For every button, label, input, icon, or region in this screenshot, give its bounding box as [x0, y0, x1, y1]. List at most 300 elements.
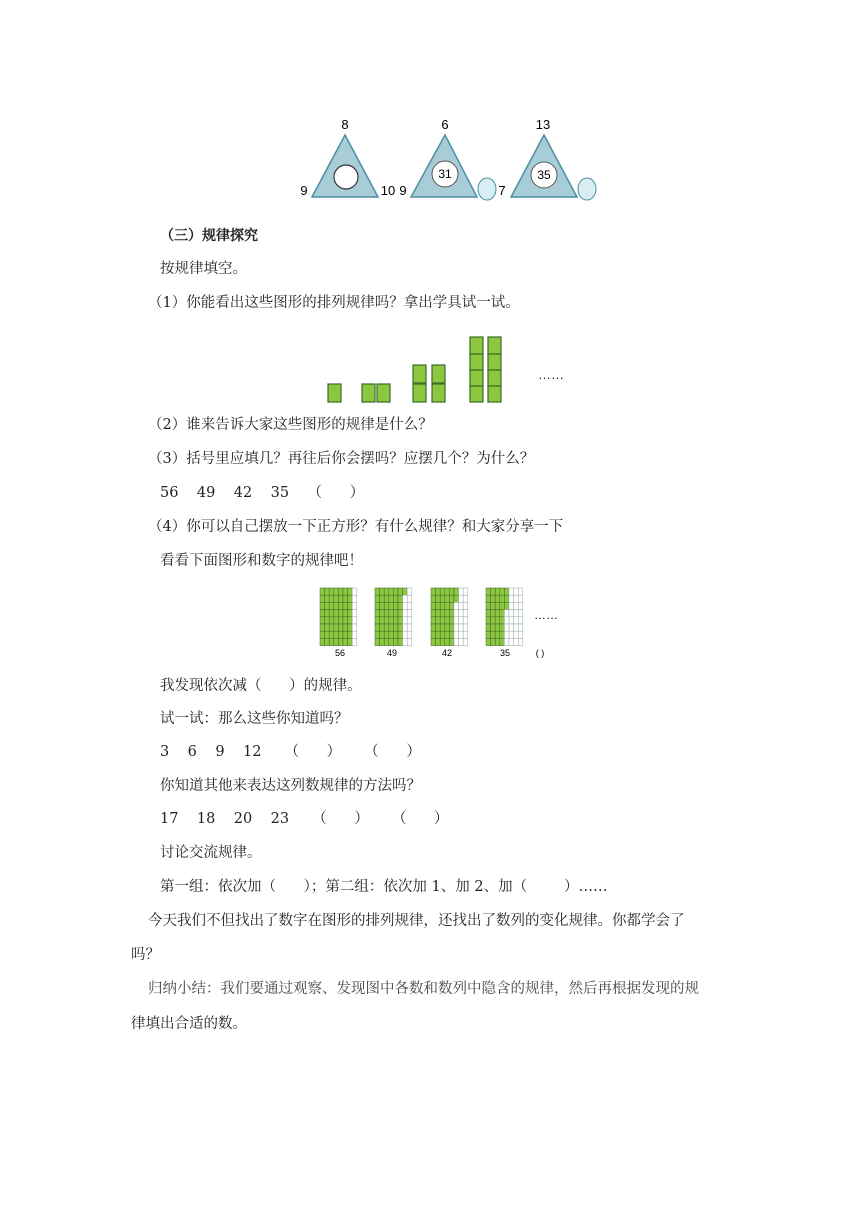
grid-cell	[509, 610, 514, 617]
triangle-2-center: 31	[438, 167, 452, 181]
grid-cell	[504, 617, 509, 624]
grid-cell	[486, 610, 491, 617]
grid-cell	[454, 595, 459, 602]
grid-cell	[459, 588, 464, 595]
grid-cell	[504, 595, 509, 602]
grid-cell	[431, 617, 436, 624]
grid-cell	[398, 631, 403, 638]
grid-cell	[380, 602, 385, 609]
grid-cell	[436, 617, 441, 624]
grid-cell	[407, 610, 412, 617]
grid-ellipsis: ……	[534, 608, 558, 622]
grid-cell	[518, 631, 523, 638]
grid-cell	[495, 638, 500, 645]
grid-cell	[518, 624, 523, 631]
grid-cell	[445, 602, 450, 609]
grid-cell	[495, 602, 500, 609]
grid-cell	[454, 638, 459, 645]
grid-cell	[449, 595, 454, 602]
grid-cell	[486, 624, 491, 631]
grid-cell	[352, 602, 357, 609]
grid-cell	[445, 638, 450, 645]
triangle-2-answer-oval	[478, 178, 496, 200]
grid-cell	[384, 588, 389, 595]
triangle-1-top: 8	[341, 117, 349, 132]
question-3: （3）括号里应填几？再往后你会摆吗？应摆几个？为什么？	[148, 451, 535, 467]
grid-cell	[514, 595, 519, 602]
grid-cell	[352, 595, 357, 602]
grid-cell	[325, 588, 330, 595]
grid-cell	[445, 588, 450, 595]
grid-cell	[403, 595, 408, 602]
grid-cell	[329, 610, 334, 617]
grid-cell	[329, 617, 334, 624]
grid-cell	[431, 624, 436, 631]
grid-cell	[491, 595, 496, 602]
grid-cell	[334, 617, 339, 624]
grid-cell	[329, 624, 334, 631]
grid-cell	[325, 595, 330, 602]
grid-cell	[440, 595, 445, 602]
grid-cell	[518, 595, 523, 602]
grid-cell	[325, 617, 330, 624]
grid-cell	[320, 638, 325, 645]
grid-cell	[348, 602, 353, 609]
groups-text: 第一组：依次加（ ）；第二组：依次加 1、加 2、加（ ）……	[160, 879, 608, 895]
grid-cell	[398, 624, 403, 631]
grid-cell	[491, 624, 496, 631]
triangle-3-left: 7	[498, 183, 506, 198]
grid-cell	[393, 638, 398, 645]
grid-cell	[338, 631, 343, 638]
grid-cell	[334, 624, 339, 631]
triangle-2	[399, 117, 496, 200]
grid-cell	[518, 602, 523, 609]
grid-cell	[380, 638, 385, 645]
grid-cell	[514, 588, 519, 595]
look-text: 看看下面图形和数字的规律吧！	[160, 553, 363, 569]
try-text: 试一试：那么这些你知道吗？	[160, 711, 349, 727]
grid-cell	[403, 631, 408, 638]
grid-cell	[398, 588, 403, 595]
grid-label-5: ( )	[535, 648, 545, 658]
grid-cell	[431, 631, 436, 638]
grid-cell	[518, 610, 523, 617]
grid-cell	[445, 610, 450, 617]
grid-cell	[334, 631, 339, 638]
question-1: （1）你能看出这些图形的排列规律吗？拿出学具试一试。	[148, 295, 520, 311]
grid-cell	[440, 624, 445, 631]
grid-cell	[431, 610, 436, 617]
grid-cell	[398, 638, 403, 645]
grid-cell	[389, 602, 394, 609]
grid-cell	[334, 588, 339, 595]
grid-cell	[403, 638, 408, 645]
grid-cell	[486, 595, 491, 602]
grid-cell	[491, 602, 496, 609]
grid-label-2: 49	[386, 648, 398, 658]
triangle-3-answer-oval	[578, 178, 596, 200]
question-2: （2）谁来告诉大家这些图形的规律是什么？	[148, 417, 433, 433]
grid-cell	[504, 631, 509, 638]
grid-cell	[463, 602, 468, 609]
grid-cell	[431, 595, 436, 602]
grid-cell	[500, 638, 505, 645]
grid-cell	[352, 617, 357, 624]
grid-cell	[352, 624, 357, 631]
grid-cell	[343, 610, 348, 617]
grid-cell	[380, 631, 385, 638]
grid-cell	[431, 602, 436, 609]
grid-cell	[509, 602, 514, 609]
grid-cell	[403, 624, 408, 631]
grid-cell	[384, 624, 389, 631]
grid-cell	[320, 610, 325, 617]
grid-cell	[486, 631, 491, 638]
grid-cell	[380, 610, 385, 617]
triangle-puzzle-figure	[0, 100, 860, 320]
grid-cell	[389, 631, 394, 638]
grid-cell	[445, 631, 450, 638]
grid-cell	[375, 602, 380, 609]
grid-cell	[463, 617, 468, 624]
triangle-2-left: 9	[399, 183, 407, 198]
grid-cell	[393, 588, 398, 595]
discover-text: 我发现依次减（ ）的规律。	[160, 678, 362, 694]
grid-cell	[338, 638, 343, 645]
grid-cell	[459, 617, 464, 624]
grid-cell	[334, 602, 339, 609]
grid-cell	[348, 595, 353, 602]
grid-4	[486, 588, 523, 646]
grid-cell	[514, 624, 519, 631]
grid-cell	[500, 631, 505, 638]
grid-cell	[403, 610, 408, 617]
grid-cell	[320, 617, 325, 624]
grid-cell	[500, 617, 505, 624]
grid-cell	[431, 588, 436, 595]
grid-cell	[407, 631, 412, 638]
grid-cell	[454, 610, 459, 617]
grid-cell	[486, 588, 491, 595]
grid-cell	[393, 602, 398, 609]
grid-cell	[407, 624, 412, 631]
grid-cell	[375, 588, 380, 595]
grid-cell	[375, 617, 380, 624]
grid-cell	[338, 617, 343, 624]
grid-cell	[509, 624, 514, 631]
grid-cell	[389, 610, 394, 617]
grid-cell	[329, 631, 334, 638]
grid-cell	[384, 595, 389, 602]
grid-cell	[380, 588, 385, 595]
grid-cell	[384, 602, 389, 609]
triangle-1-right: 10	[380, 183, 396, 198]
grid-cell	[463, 588, 468, 595]
grid-cell	[380, 624, 385, 631]
grid-cell	[440, 638, 445, 645]
grid-cell	[509, 595, 514, 602]
grid-cell	[320, 631, 325, 638]
grid-cell	[320, 602, 325, 609]
grid-cell	[445, 624, 450, 631]
grid-cell	[338, 610, 343, 617]
grid-cell	[518, 638, 523, 645]
grid-cell	[436, 624, 441, 631]
grid-cell	[436, 588, 441, 595]
grid-2	[375, 588, 412, 646]
grid-cell	[495, 624, 500, 631]
grid-cell	[463, 631, 468, 638]
grid-cell	[389, 638, 394, 645]
grid-cell	[463, 638, 468, 645]
sequence-1: 56 49 42 35 （ ）	[160, 485, 365, 501]
grid-cell	[495, 595, 500, 602]
grid-cell	[514, 638, 519, 645]
grid-cell	[436, 631, 441, 638]
grid-cell	[325, 638, 330, 645]
grid-cell	[352, 610, 357, 617]
grid-cell	[449, 631, 454, 638]
grid-cell	[500, 610, 505, 617]
triangle-3-top: 13	[535, 117, 551, 132]
grid-cell	[495, 588, 500, 595]
grid-label-4: 35	[499, 648, 511, 658]
grid-cell	[334, 638, 339, 645]
grid-cell	[459, 624, 464, 631]
grid-cell	[338, 624, 343, 631]
grid-cell	[393, 610, 398, 617]
grid-cell	[449, 617, 454, 624]
grid-cell	[509, 617, 514, 624]
grid-cell	[338, 588, 343, 595]
triangle-2-top: 6	[441, 117, 449, 132]
grid-cell	[320, 624, 325, 631]
grid-cell	[343, 624, 348, 631]
grid-cell	[459, 595, 464, 602]
grid-cell	[375, 638, 380, 645]
square-sequence-figure	[0, 330, 860, 410]
hundred-grid-figure	[0, 585, 860, 660]
grid-cell	[389, 595, 394, 602]
grid-cell	[445, 595, 450, 602]
grid-cell	[445, 617, 450, 624]
square-group-1	[328, 384, 341, 402]
grid-cell	[449, 638, 454, 645]
grid-cell	[334, 595, 339, 602]
grid-cell	[500, 602, 505, 609]
grid-cell	[459, 610, 464, 617]
grid-cell	[352, 638, 357, 645]
grid-cell	[389, 624, 394, 631]
grid-cell	[325, 602, 330, 609]
grid-cell	[329, 638, 334, 645]
grid-cell	[436, 595, 441, 602]
grid-cell	[431, 638, 436, 645]
grid-cell	[495, 631, 500, 638]
sequence-3: 17 18 20 23 （ ） （ ）	[160, 811, 449, 827]
grid-cell	[504, 638, 509, 645]
grid-cell	[380, 595, 385, 602]
grid-cell	[504, 624, 509, 631]
grid-cell	[495, 617, 500, 624]
grid-cell	[343, 617, 348, 624]
grid-cell	[403, 588, 408, 595]
grid-cell	[486, 617, 491, 624]
grid-cell	[393, 617, 398, 624]
grid-cell	[504, 610, 509, 617]
grid-cell	[338, 595, 343, 602]
grid-3	[431, 588, 468, 646]
grid-1	[320, 588, 357, 646]
grid-cell	[463, 610, 468, 617]
grid-cell	[343, 595, 348, 602]
grid-cell	[486, 602, 491, 609]
grid-cell	[509, 588, 514, 595]
grid-cell	[454, 617, 459, 624]
grid-cell	[518, 588, 523, 595]
grid-cell	[325, 624, 330, 631]
grid-cell	[325, 610, 330, 617]
intro-text: 按规律填空。	[160, 261, 247, 277]
grid-cell	[459, 602, 464, 609]
grid-cell	[449, 610, 454, 617]
section-title: （三）规律探究	[160, 228, 258, 244]
grid-cell	[459, 631, 464, 638]
grid-cell	[514, 631, 519, 638]
grid-cell	[329, 602, 334, 609]
grid-cell	[334, 610, 339, 617]
grid-cell	[436, 638, 441, 645]
grid-cell	[454, 588, 459, 595]
grid-cell	[393, 624, 398, 631]
grid-cell	[491, 631, 496, 638]
grid-cell	[440, 617, 445, 624]
grid-cell	[486, 638, 491, 645]
grid-cell	[454, 624, 459, 631]
grid-cell	[375, 595, 380, 602]
grid-cell	[407, 595, 412, 602]
grid-cell	[393, 631, 398, 638]
grid-cell	[348, 638, 353, 645]
triangle-1	[300, 117, 395, 198]
grid-cell	[509, 638, 514, 645]
grid-cell	[389, 617, 394, 624]
grid-cell	[491, 638, 496, 645]
summary-2-line-b: 律填出合适的数。	[131, 1016, 247, 1032]
triangle-3-center: 35	[537, 168, 551, 182]
grid-cell	[440, 610, 445, 617]
grid-cell	[436, 610, 441, 617]
grid-cell	[398, 602, 403, 609]
grid-cell	[343, 588, 348, 595]
grid-cell	[403, 617, 408, 624]
grid-label-3: 42	[441, 648, 453, 658]
grid-cell	[348, 588, 353, 595]
grid-cell	[500, 624, 505, 631]
grid-cell	[343, 638, 348, 645]
grid-cell	[518, 617, 523, 624]
grid-cell	[403, 602, 408, 609]
grid-cell	[436, 602, 441, 609]
grid-cell	[338, 602, 343, 609]
question-4: （4）你可以自己摆放一下正方形？有什么规律？和大家分享一下	[148, 519, 564, 535]
grid-cell	[384, 638, 389, 645]
grid-cell	[384, 617, 389, 624]
grid-cell	[407, 617, 412, 624]
grid-cell	[375, 624, 380, 631]
sequence-2: 3 6 9 12 （ ） （ ）	[160, 744, 421, 760]
grid-cell	[491, 617, 496, 624]
summary-1-line-a: 今天我们不但找出了数字在图形的排列规律，还找出了数列的变化规律。你都学会了	[148, 913, 685, 929]
grid-cell	[514, 610, 519, 617]
grid-cell	[398, 595, 403, 602]
grid-label-1: 56	[334, 648, 346, 658]
grid-cell	[440, 602, 445, 609]
grid-cell	[407, 588, 412, 595]
grid-cell	[500, 595, 505, 602]
grid-cell	[449, 624, 454, 631]
grid-cell	[407, 602, 412, 609]
grid-cell	[449, 602, 454, 609]
grid-cell	[380, 617, 385, 624]
triangle-1-left: 9	[300, 183, 308, 198]
grid-cell	[398, 617, 403, 624]
grid-cell	[514, 617, 519, 624]
grid-cell	[509, 631, 514, 638]
summary-1-line-b: 吗？	[131, 947, 160, 963]
grid-cell	[348, 624, 353, 631]
grid-cell	[348, 631, 353, 638]
grid-cell	[504, 588, 509, 595]
grid-cell	[352, 631, 357, 638]
grid-cell	[343, 602, 348, 609]
grid-cell	[495, 610, 500, 617]
grid-cell	[325, 631, 330, 638]
grid-cell	[384, 610, 389, 617]
grid-cell	[348, 610, 353, 617]
grid-cell	[389, 588, 394, 595]
grid-cell	[491, 588, 496, 595]
grid-cell	[352, 588, 357, 595]
grid-cell	[348, 617, 353, 624]
grid-cell	[454, 602, 459, 609]
grid-cell	[329, 588, 334, 595]
square-sequence-ellipsis: ……	[538, 367, 564, 382]
grid-cell	[329, 595, 334, 602]
grid-cell	[393, 595, 398, 602]
grid-cell	[398, 610, 403, 617]
grid-cell	[491, 610, 496, 617]
grid-cell	[449, 588, 454, 595]
summary-2-line-a: 归纳小结：我们要通过观察、发现图中各数和数列中隐含的规律，然后再根据发现的规	[148, 981, 699, 997]
grid-cell	[375, 610, 380, 617]
grid-cell	[440, 588, 445, 595]
discuss-text: 讨论交流规律。	[160, 845, 262, 861]
grid-cell	[384, 631, 389, 638]
triangle-3	[498, 117, 596, 200]
grid-cell	[463, 624, 468, 631]
grid-cell	[440, 631, 445, 638]
grid-cell	[500, 588, 505, 595]
grid-cell	[375, 631, 380, 638]
grid-cell	[463, 595, 468, 602]
grid-cell	[459, 638, 464, 645]
grid-cell	[504, 602, 509, 609]
grid-cell	[454, 631, 459, 638]
grid-cell	[320, 588, 325, 595]
grid-cell	[514, 602, 519, 609]
